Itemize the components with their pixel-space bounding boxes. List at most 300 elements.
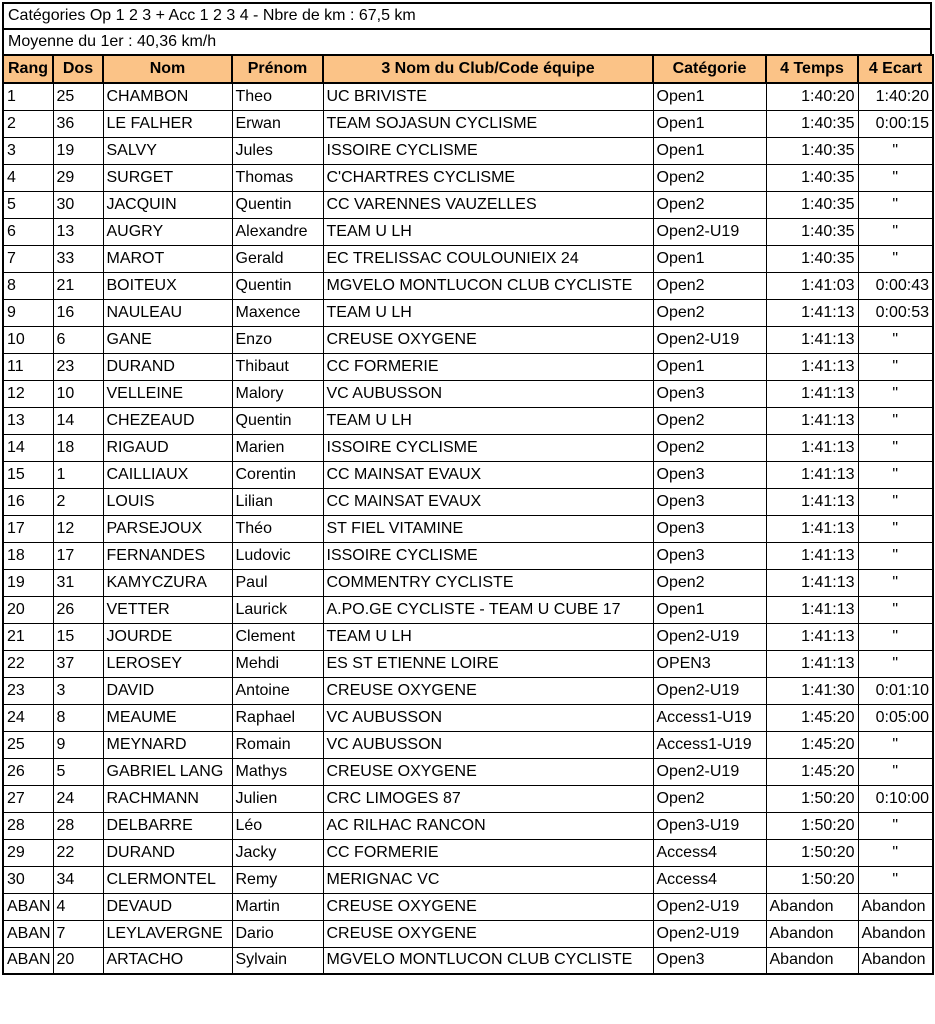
cell-temps: 1:41:13 [766, 488, 858, 515]
race-info-line: Catégories Op 1 2 3 + Acc 1 2 3 4 - Nbre de km : 67,5 km [2, 2, 932, 28]
cell-prenom: Sylvain [232, 947, 323, 974]
cell-prenom: Ludovic [232, 542, 323, 569]
cell-prenom: Laurick [232, 596, 323, 623]
cell-dos: 26 [53, 596, 103, 623]
cell-dos: 15 [53, 623, 103, 650]
table-row [3, 110, 933, 137]
cell-ecart: " [858, 650, 933, 677]
cell-rang: 30 [3, 866, 53, 893]
cell-nom: VETTER [103, 596, 232, 623]
cell-ecart: " [858, 515, 933, 542]
cell-rang: 8 [3, 272, 53, 299]
cell-ecart: " [858, 623, 933, 650]
cell-temps: 1:40:35 [766, 137, 858, 164]
cell-club: EC TRELISSAC COULOUNIEIX 24 [323, 245, 653, 272]
cell-nom: MAROT [103, 245, 232, 272]
table-row [3, 326, 933, 353]
cell-categorie: Open2 [653, 272, 766, 299]
cell-nom: LEYLAVERGNE [103, 920, 232, 947]
cell-temps: Abandon [766, 947, 858, 974]
cell-club: ST FIEL VITAMINE [323, 515, 653, 542]
cell-ecart: " [858, 461, 933, 488]
cell-categorie: Open1 [653, 596, 766, 623]
cell-dos: 13 [53, 218, 103, 245]
cell-prenom: Dario [232, 920, 323, 947]
column-header-categorie: Catégorie [653, 55, 766, 83]
cell-ecart: " [858, 218, 933, 245]
cell-nom: JOURDE [103, 623, 232, 650]
cell-prenom: Enzo [232, 326, 323, 353]
cell-rang: 9 [3, 299, 53, 326]
cell-categorie: Open3 [653, 461, 766, 488]
cell-dos: 8 [53, 704, 103, 731]
cell-club: C'CHARTRES CYCLISME [323, 164, 653, 191]
cell-rang: 20 [3, 596, 53, 623]
cell-nom: SURGET [103, 164, 232, 191]
cell-rang: 1 [3, 83, 53, 110]
cell-nom: CHEZEAUD [103, 407, 232, 434]
cell-club: CC FORMERIE [323, 353, 653, 380]
cell-temps: 1:41:13 [766, 542, 858, 569]
cell-nom: GANE [103, 326, 232, 353]
cell-club: COMMENTRY CYCLISTE [323, 569, 653, 596]
cell-club: TEAM SOJASUN CYCLISME [323, 110, 653, 137]
cell-categorie: Open3 [653, 380, 766, 407]
cell-club: CREUSE OXYGENE [323, 920, 653, 947]
cell-ecart: " [858, 839, 933, 866]
cell-dos: 2 [53, 488, 103, 515]
cell-prenom: Jules [232, 137, 323, 164]
cell-categorie: Open3 [653, 947, 766, 974]
cell-temps: 1:50:20 [766, 812, 858, 839]
table-row [3, 137, 933, 164]
table-row [3, 83, 933, 110]
table-row [3, 623, 933, 650]
table-row [3, 596, 933, 623]
cell-rang: ABAN [3, 893, 53, 920]
cell-nom: NAULEAU [103, 299, 232, 326]
table-row [3, 866, 933, 893]
cell-ecart: " [858, 245, 933, 272]
cell-categorie: Open3 [653, 542, 766, 569]
cell-temps: 1:40:35 [766, 164, 858, 191]
cell-club: VC AUBUSSON [323, 731, 653, 758]
cell-ecart: " [858, 812, 933, 839]
cell-dos: 7 [53, 920, 103, 947]
cell-nom: SALVY [103, 137, 232, 164]
cell-ecart: 0:05:00 [858, 704, 933, 731]
cell-prenom: Théo [232, 515, 323, 542]
cell-rang: 18 [3, 542, 53, 569]
cell-categorie: Open2-U19 [653, 893, 766, 920]
cell-dos: 30 [53, 191, 103, 218]
cell-ecart: " [858, 866, 933, 893]
table-row [3, 569, 933, 596]
cell-dos: 19 [53, 137, 103, 164]
cell-club: A.PO.GE CYCLISTE - TEAM U CUBE 17 [323, 596, 653, 623]
cell-club: MGVELO MONTLUCON CLUB CYCLISTE [323, 272, 653, 299]
cell-nom: DAVID [103, 677, 232, 704]
cell-prenom: Thibaut [232, 353, 323, 380]
table-row [3, 704, 933, 731]
cell-temps: 1:41:13 [766, 380, 858, 407]
cell-ecart: " [858, 434, 933, 461]
cell-categorie: Open2-U19 [653, 677, 766, 704]
cell-dos: 20 [53, 947, 103, 974]
cell-categorie: Open1 [653, 110, 766, 137]
cell-nom: LE FALHER [103, 110, 232, 137]
cell-rang: 22 [3, 650, 53, 677]
cell-ecart: " [858, 326, 933, 353]
results-table [2, 54, 934, 975]
cell-club: ISSOIRE CYCLISME [323, 434, 653, 461]
table-row [3, 839, 933, 866]
cell-club: TEAM U LH [323, 299, 653, 326]
cell-ecart: " [858, 758, 933, 785]
table-row [3, 785, 933, 812]
table-row [3, 380, 933, 407]
cell-club: CC MAINSAT EVAUX [323, 488, 653, 515]
cell-nom: DEVAUD [103, 893, 232, 920]
cell-prenom: Romain [232, 731, 323, 758]
cell-temps: 1:45:20 [766, 731, 858, 758]
cell-categorie: Open2-U19 [653, 758, 766, 785]
cell-prenom: Alexandre [232, 218, 323, 245]
table-row [3, 515, 933, 542]
cell-rang: 17 [3, 515, 53, 542]
cell-ecart: " [858, 542, 933, 569]
cell-club: CC VARENNES VAUZELLES [323, 191, 653, 218]
cell-rang: ABAN [3, 947, 53, 974]
cell-prenom: Malory [232, 380, 323, 407]
cell-rang: 6 [3, 218, 53, 245]
cell-categorie: Access4 [653, 839, 766, 866]
cell-ecart: Abandon [858, 893, 933, 920]
cell-prenom: Thomas [232, 164, 323, 191]
cell-club: TEAM U LH [323, 407, 653, 434]
cell-categorie: Open3 [653, 515, 766, 542]
cell-prenom: Gerald [232, 245, 323, 272]
cell-temps: 1:41:13 [766, 299, 858, 326]
cell-ecart: " [858, 353, 933, 380]
cell-club: AC RILHAC RANCON [323, 812, 653, 839]
cell-rang: 19 [3, 569, 53, 596]
cell-dos: 6 [53, 326, 103, 353]
cell-club: MGVELO MONTLUCON CLUB CYCLISTE [323, 947, 653, 974]
cell-nom: CAILLIAUX [103, 461, 232, 488]
cell-nom: GABRIEL LANG [103, 758, 232, 785]
cell-prenom: Corentin [232, 461, 323, 488]
cell-nom: LEROSEY [103, 650, 232, 677]
cell-categorie: Open2 [653, 569, 766, 596]
cell-club: CREUSE OXYGENE [323, 758, 653, 785]
cell-temps: 1:41:13 [766, 515, 858, 542]
cell-nom: RIGAUD [103, 434, 232, 461]
cell-temps: 1:41:13 [766, 353, 858, 380]
cell-nom: MEYNARD [103, 731, 232, 758]
cell-ecart: " [858, 569, 933, 596]
cell-dos: 29 [53, 164, 103, 191]
cell-rang: 23 [3, 677, 53, 704]
cell-dos: 25 [53, 83, 103, 110]
cell-ecart: " [858, 380, 933, 407]
cell-rang: 14 [3, 434, 53, 461]
table-row [3, 461, 933, 488]
cell-dos: 16 [53, 299, 103, 326]
cell-dos: 37 [53, 650, 103, 677]
cell-club: ISSOIRE CYCLISME [323, 542, 653, 569]
cell-club: CREUSE OXYGENE [323, 893, 653, 920]
cell-temps: 1:41:13 [766, 326, 858, 353]
cell-dos: 36 [53, 110, 103, 137]
cell-ecart: 0:00:43 [858, 272, 933, 299]
cell-temps: Abandon [766, 920, 858, 947]
cell-club: ISSOIRE CYCLISME [323, 137, 653, 164]
cell-rang: 21 [3, 623, 53, 650]
cell-ecart: " [858, 488, 933, 515]
cell-nom: JACQUIN [103, 191, 232, 218]
column-header-dos: Dos [53, 55, 103, 83]
cell-ecart: " [858, 137, 933, 164]
cell-club: UC BRIVISTE [323, 83, 653, 110]
cell-ecart: " [858, 164, 933, 191]
table-row [3, 947, 933, 974]
table-row [3, 731, 933, 758]
cell-prenom: Erwan [232, 110, 323, 137]
cell-temps: 1:40:20 [766, 83, 858, 110]
cell-rang: 25 [3, 731, 53, 758]
cell-nom: DURAND [103, 353, 232, 380]
cell-temps: 1:41:13 [766, 434, 858, 461]
cell-categorie: OPEN3 [653, 650, 766, 677]
table-row [3, 299, 933, 326]
cell-rang: 10 [3, 326, 53, 353]
cell-nom: PARSEJOUX [103, 515, 232, 542]
cell-temps: 1:50:20 [766, 839, 858, 866]
cell-temps: 1:40:35 [766, 245, 858, 272]
cell-prenom: Antoine [232, 677, 323, 704]
cell-dos: 9 [53, 731, 103, 758]
cell-dos: 4 [53, 893, 103, 920]
table-row [3, 245, 933, 272]
cell-rang: 15 [3, 461, 53, 488]
cell-prenom: Marien [232, 434, 323, 461]
cell-temps: 1:50:20 [766, 785, 858, 812]
cell-ecart: " [858, 191, 933, 218]
cell-club: CC MAINSAT EVAUX [323, 461, 653, 488]
cell-categorie: Access1-U19 [653, 731, 766, 758]
table-row [3, 353, 933, 380]
cell-categorie: Open2 [653, 191, 766, 218]
cell-dos: 33 [53, 245, 103, 272]
cell-dos: 24 [53, 785, 103, 812]
cell-rang: 27 [3, 785, 53, 812]
cell-temps: 1:41:13 [766, 596, 858, 623]
cell-dos: 31 [53, 569, 103, 596]
column-header-prenom: Prénom [232, 55, 323, 83]
cell-nom: KAMYCZURA [103, 569, 232, 596]
cell-prenom: Mehdi [232, 650, 323, 677]
cell-club: ES ST ETIENNE LOIRE [323, 650, 653, 677]
cell-nom: ARTACHO [103, 947, 232, 974]
cell-nom: RACHMANN [103, 785, 232, 812]
column-header-ecart: 4 Ecart [858, 55, 933, 83]
cell-temps: 1:41:30 [766, 677, 858, 704]
cell-dos: 17 [53, 542, 103, 569]
cell-rang: 12 [3, 380, 53, 407]
cell-club: CRC LIMOGES 87 [323, 785, 653, 812]
cell-dos: 18 [53, 434, 103, 461]
cell-categorie: Open1 [653, 137, 766, 164]
cell-prenom: Maxence [232, 299, 323, 326]
column-header-nom: Nom [103, 55, 232, 83]
cell-ecart: Abandon [858, 947, 933, 974]
cell-categorie: Open1 [653, 83, 766, 110]
cell-club: TEAM U LH [323, 623, 653, 650]
column-header-club: 3 Nom du Club/Code équipe [323, 55, 653, 83]
cell-temps: 1:41:13 [766, 623, 858, 650]
cell-ecart: " [858, 407, 933, 434]
table-row [3, 218, 933, 245]
cell-dos: 21 [53, 272, 103, 299]
cell-prenom: Clement [232, 623, 323, 650]
cell-dos: 5 [53, 758, 103, 785]
cell-rang: 28 [3, 812, 53, 839]
cell-club: VC AUBUSSON [323, 380, 653, 407]
cell-nom: DURAND [103, 839, 232, 866]
cell-categorie: Access4 [653, 866, 766, 893]
cell-categorie: Open2 [653, 434, 766, 461]
cell-prenom: Jacky [232, 839, 323, 866]
cell-rang: 24 [3, 704, 53, 731]
table-row [3, 893, 933, 920]
cell-nom: MEAUME [103, 704, 232, 731]
cell-temps: 1:40:35 [766, 110, 858, 137]
cell-rang: 7 [3, 245, 53, 272]
cell-prenom: Martin [232, 893, 323, 920]
table-row [3, 191, 933, 218]
cell-club: MERIGNAC VC [323, 866, 653, 893]
cell-club: CREUSE OXYGENE [323, 326, 653, 353]
cell-ecart: " [858, 596, 933, 623]
cell-categorie: Open3-U19 [653, 812, 766, 839]
cell-rang: 3 [3, 137, 53, 164]
cell-club: CREUSE OXYGENE [323, 677, 653, 704]
cell-dos: 14 [53, 407, 103, 434]
cell-temps: 1:45:20 [766, 704, 858, 731]
table-row [3, 164, 933, 191]
cell-ecart: 1:40:20 [858, 83, 933, 110]
cell-ecart: 0:10:00 [858, 785, 933, 812]
table-row [3, 542, 933, 569]
cell-dos: 1 [53, 461, 103, 488]
cell-nom: AUGRY [103, 218, 232, 245]
cell-categorie: Open2 [653, 785, 766, 812]
cell-rang: 13 [3, 407, 53, 434]
cell-ecart: 0:00:15 [858, 110, 933, 137]
results-body [3, 83, 933, 974]
cell-categorie: Access1-U19 [653, 704, 766, 731]
average-speed-line: Moyenne du 1er : 40,36 km/h [2, 28, 932, 54]
cell-prenom: Quentin [232, 272, 323, 299]
cell-prenom: Quentin [232, 407, 323, 434]
cell-nom: BOITEUX [103, 272, 232, 299]
cell-categorie: Open2 [653, 299, 766, 326]
cell-prenom: Mathys [232, 758, 323, 785]
cell-club: TEAM U LH [323, 218, 653, 245]
table-header-row [3, 55, 933, 83]
cell-club: CC FORMERIE [323, 839, 653, 866]
cell-nom: CLERMONTEL [103, 866, 232, 893]
cell-categorie: Open2-U19 [653, 920, 766, 947]
cell-categorie: Open2-U19 [653, 326, 766, 353]
cell-categorie: Open3 [653, 488, 766, 515]
cell-temps: 1:40:35 [766, 218, 858, 245]
cell-temps: Abandon [766, 893, 858, 920]
cell-ecart: 0:00:53 [858, 299, 933, 326]
cell-prenom: Raphael [232, 704, 323, 731]
table-row [3, 434, 933, 461]
cell-prenom: Julien [232, 785, 323, 812]
cell-nom: FERNANDES [103, 542, 232, 569]
table-row [3, 758, 933, 785]
cell-rang: 16 [3, 488, 53, 515]
cell-temps: 1:41:03 [766, 272, 858, 299]
cell-rang: 26 [3, 758, 53, 785]
table-row [3, 677, 933, 704]
table-row [3, 920, 933, 947]
cell-categorie: Open1 [653, 353, 766, 380]
cell-temps: 1:50:20 [766, 866, 858, 893]
cell-temps: 1:40:35 [766, 191, 858, 218]
cell-nom: VELLEINE [103, 380, 232, 407]
cell-categorie: Open2 [653, 407, 766, 434]
cell-dos: 22 [53, 839, 103, 866]
cell-temps: 1:41:13 [766, 461, 858, 488]
cell-categorie: Open1 [653, 245, 766, 272]
cell-dos: 3 [53, 677, 103, 704]
table-row [3, 272, 933, 299]
column-header-rang: Rang [3, 55, 53, 83]
cell-nom: LOUIS [103, 488, 232, 515]
cell-prenom: Remy [232, 866, 323, 893]
cell-dos: 28 [53, 812, 103, 839]
cell-nom: CHAMBON [103, 83, 232, 110]
cell-categorie: Open2-U19 [653, 623, 766, 650]
table-row [3, 812, 933, 839]
cell-nom: DELBARRE [103, 812, 232, 839]
cell-categorie: Open2-U19 [653, 218, 766, 245]
column-header-temps: 4 Temps [766, 55, 858, 83]
cell-temps: 1:41:13 [766, 650, 858, 677]
cell-rang: 5 [3, 191, 53, 218]
table-row [3, 407, 933, 434]
results-sheet [2, 2, 932, 975]
cell-rang: 29 [3, 839, 53, 866]
table-row [3, 650, 933, 677]
cell-rang: 2 [3, 110, 53, 137]
cell-prenom: Theo [232, 83, 323, 110]
cell-rang: ABAN [3, 920, 53, 947]
cell-ecart: " [858, 731, 933, 758]
cell-prenom: Quentin [232, 191, 323, 218]
cell-ecart: Abandon [858, 920, 933, 947]
cell-prenom: Paul [232, 569, 323, 596]
cell-dos: 23 [53, 353, 103, 380]
cell-dos: 10 [53, 380, 103, 407]
cell-temps: 1:45:20 [766, 758, 858, 785]
cell-categorie: Open2 [653, 164, 766, 191]
